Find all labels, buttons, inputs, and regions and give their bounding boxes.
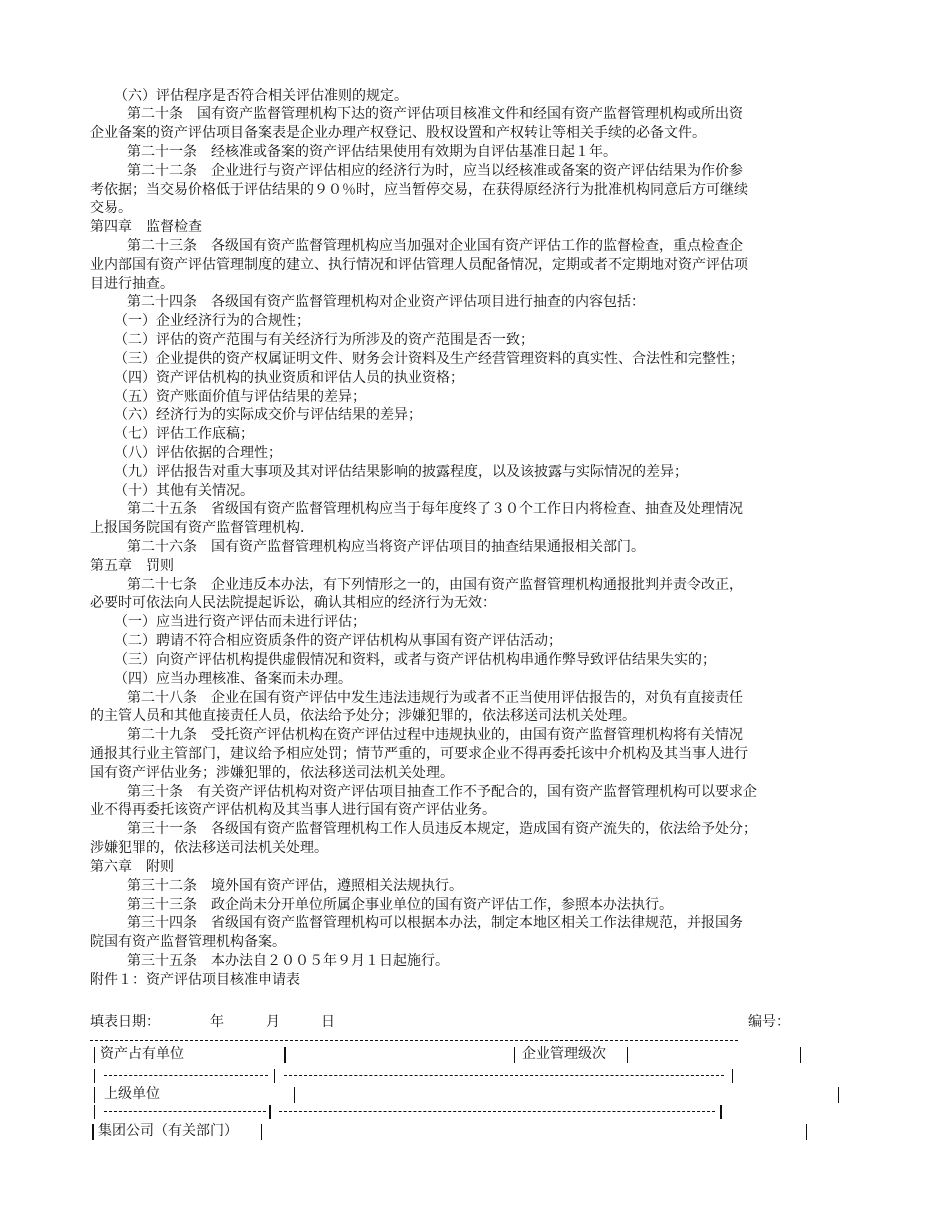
management-level-label: 企业管理级次 bbox=[522, 1046, 606, 1062]
table-border bbox=[269, 1105, 271, 1119]
text-line: 第二十三条 各级国有资产监督管理机构应当加强对企业国有资产评估工作的监督检查，重点检查企 bbox=[127, 238, 743, 254]
text-line: 第二十一条 经核准或备案的资产评估结果使用有效期为自评估基准日起１年。 bbox=[127, 144, 617, 160]
table-border bbox=[294, 1087, 295, 1103]
text-line: 第二十条 国有资产监督管理机构下达的资产评估项目核准文件和经国有资产监督管理机构或所出资 bbox=[127, 106, 743, 122]
number-label: 编号： bbox=[748, 1014, 790, 1030]
table-border bbox=[732, 1069, 733, 1083]
text-line: 第二十五条 省级国有资产监督管理机构应当于每年度终了３０个工作日内将检查、抽查及处理情况 bbox=[127, 501, 743, 517]
text-line: （十）其他有关情况。 bbox=[114, 483, 254, 499]
table-border bbox=[514, 1047, 515, 1063]
table-border bbox=[284, 1047, 286, 1063]
text-line: 附件１：资产评估项目核准申请表 bbox=[90, 972, 300, 988]
table-border bbox=[94, 1105, 95, 1119]
text-line: （三）向资产评估机构提供虚假情况和资料，或者与资产评估机构串通作弊导致评估结果失实的； bbox=[114, 652, 716, 668]
table-border bbox=[720, 1105, 722, 1119]
text-line: 第五章 罚则 bbox=[90, 558, 174, 574]
text-line: （一）应当进行资产评估而未进行评估； bbox=[114, 614, 366, 630]
text-line: 考依据；当交易价格低于评估结果的９０％时，应当暂停交易，在获得原经济行为批准机构同意后方可继续 bbox=[90, 182, 748, 198]
table-border bbox=[261, 1124, 262, 1140]
text-line: 交易。 bbox=[90, 200, 132, 216]
text-line: 目进行抽查。 bbox=[90, 276, 174, 292]
text-line: （二）评估的资产范围与有关经济行为所涉及的资产范围是否一致； bbox=[114, 332, 534, 348]
table-border bbox=[838, 1087, 839, 1103]
text-line: （四）资产评估机构的执业资质和评估人员的执业资格； bbox=[114, 370, 464, 386]
row-separator bbox=[284, 1075, 724, 1076]
text-line: （四）应当办理核准、备案而未办理。 bbox=[114, 671, 352, 687]
text-line: 涉嫌犯罪的，依法移送司法机关处理。 bbox=[90, 840, 328, 856]
text-line: 国有资产评估业务；涉嫌犯罪的，依法移送司法机关处理。 bbox=[90, 765, 454, 781]
table-border bbox=[94, 1069, 95, 1083]
text-line: 第三十三条 政企尚未分开单位所属企事业单位的国有资产评估工作，参照本办法执行。 bbox=[127, 897, 673, 913]
table-border bbox=[94, 1047, 95, 1063]
month-label: 月 bbox=[266, 1014, 280, 1030]
text-line: （六）评估程序是否符合相关评估准则的规定。 bbox=[114, 88, 408, 104]
text-line: （五）资产账面价值与评估结果的差异； bbox=[114, 389, 366, 405]
text-line: 第三十条 有关资产评估机构对资产评估项目抽查工作不予配合的，国有资产监督管理机构可以要求企 bbox=[127, 784, 757, 800]
table-border bbox=[800, 1047, 801, 1063]
text-line: 第二十四条 各级国有资产监督管理机构对企业资产评估项目进行抽查的内容包括： bbox=[127, 294, 645, 310]
table-border bbox=[92, 1124, 94, 1140]
text-line: 业不得再委托该资产评估机构及其当事人进行国有资产评估业务。 bbox=[90, 802, 496, 818]
text-line: 第三十一条 各级国有资产监督管理机构工作人员违反本规定，造成国有资产流失的，依法给予处分； bbox=[127, 821, 757, 837]
table-top-rule bbox=[90, 1040, 738, 1041]
group-company-label: 集团公司（有关部门） bbox=[98, 1123, 238, 1139]
text-line: 第三十四条 省级国有资产监督管理机构可以根据本办法，制定本地区相关工作法律规范，并报国务 bbox=[127, 915, 743, 931]
row-separator bbox=[104, 1111, 266, 1112]
text-line: 业内部国有资产评估管理制度的建立、执行情况和评估管理人员配备情况，定期或者不定期地对资产评估项 bbox=[90, 257, 748, 273]
text-line: 第三十二条 境外国有资产评估，遵照相关法规执行。 bbox=[127, 878, 463, 894]
text-line: 第二十六条 国有资产监督管理机构应当将资产评估项目的抽查结果通报相关部门。 bbox=[127, 539, 645, 555]
text-line: 的主管人员和其他直接责任人员，依法给予处分；涉嫌犯罪的，依法移送司法机关处理。 bbox=[90, 708, 636, 724]
text-line: 第二十八条 企业在国有资产评估中发生违法违规行为或者不正当使用评估报告的，对负有直接责任 bbox=[127, 690, 743, 706]
table-border bbox=[627, 1047, 628, 1063]
text-line: 通报其行业主管部门，建议给予相应处罚；情节严重的，可要求企业不得再委托该中介机构及其当事人进行 bbox=[90, 746, 748, 762]
row-separator bbox=[279, 1111, 715, 1112]
text-line: 院国有资产监督管理机构备案。 bbox=[90, 934, 286, 950]
text-line: 第四章 监督检查 bbox=[90, 219, 202, 235]
text-line: 第三十五条 本办法自２００５年９月１日起施行。 bbox=[127, 953, 449, 969]
year-label: 年 bbox=[210, 1014, 224, 1030]
text-line: 上报国务院国有资产监督管理机构． bbox=[90, 520, 314, 536]
text-line: （一）企业经济行为的合规性； bbox=[114, 313, 310, 329]
row-separator bbox=[104, 1075, 268, 1076]
table-border bbox=[274, 1069, 275, 1083]
text-line: 第二十七条 企业违反本办法，有下列情形之一的，由国有资产监督管理机构通报批判并责令改正， bbox=[127, 577, 743, 593]
text-line: （八）评估依据的合理性； bbox=[114, 445, 282, 461]
table-border bbox=[806, 1124, 807, 1140]
parent-unit-label: 上级单位 bbox=[104, 1086, 160, 1102]
text-line: 必要时可依法向人民法院提起诉讼，确认其相应的经济行为无效： bbox=[90, 595, 496, 611]
text-line: 第六章 附则 bbox=[90, 859, 174, 875]
text-line: 第二十九条 受托资产评估机构在资产评估过程中违规执业的，由国有资产监督管理机构将有关情况 bbox=[127, 727, 743, 743]
text-line: （二）聘请不符合相应资质条件的资产评估机构从事国有资产评估活动； bbox=[114, 633, 562, 649]
text-line: （七）评估工作底稿； bbox=[114, 426, 254, 442]
owner-unit-label: 资产占有单位 bbox=[100, 1046, 184, 1062]
text-line: 第二十二条 企业进行与资产评估相应的经济行为时，应当以经核准或备案的资产评估结果为作价参 bbox=[127, 163, 743, 179]
text-line: （六）经济行为的实际成交价与评估结果的差异； bbox=[114, 407, 422, 423]
fill-date-label: 填表日期： bbox=[90, 1014, 160, 1030]
text-line: 企业备案的资产评估项目备案表是企业办理产权登记、股权设置和产权转让等相关手续的必备文件。 bbox=[90, 125, 706, 141]
text-line: （九）评估报告对重大事项及其对评估结果影响的披露程度，以及该披露与实际情况的差异； bbox=[114, 464, 688, 480]
day-label: 日 bbox=[321, 1014, 335, 1030]
table-border bbox=[94, 1087, 95, 1103]
text-line: （三）企业提供的资产权属证明文件、财务会计资料及生产经营管理资料的真实性、合法性和完整性； bbox=[114, 351, 744, 367]
